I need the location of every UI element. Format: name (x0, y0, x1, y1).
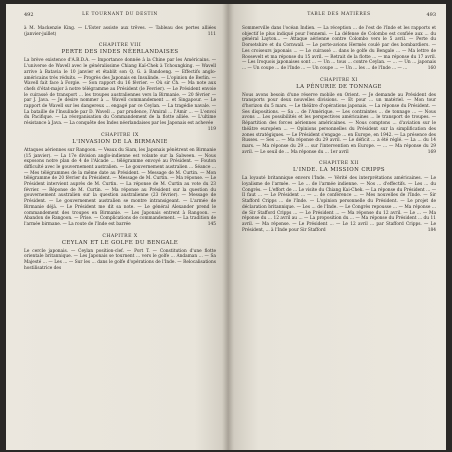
chapter-title: CEYLAN ET LE GOLFE DU BENGALE (61, 239, 179, 246)
toc-page-ref: 184 (427, 227, 436, 233)
chapter-title: L'INDE. LA MISSION CRIPPS (293, 167, 385, 174)
chapter-summary: La loyauté britannique envers l'Inde. — Vérité des interprétations américaines. — Le loyalisme de l'armée. — Le ... de l'armée indienne. — Nos ... d'effectifs. — Les ... du Congrès. — L'effort de ... Le visite du Chiang Kai-Chek. — La réponse du Président ... — Il faut ... — Le Président ... — ... de conférence ... — Mes nouvelles de l'Inde. — Sir Stafford Cripps ... de l'Inde. — L'opinion personnelle du Président. — Le projet de déclaration britannique. — Les ... de l'Inde. — Le Congrès repousse ... — Ma réponse ... de Sir Stafford Cripps ... — Le Président ... — Ma réponse du 12 avril. — Le ... — Ma réponse du ... 12 avril au ... — La proposition du ... — Ma réponse du Président ... du 11 avril. — Ma réponse. — Le Président ... — Le 12 avril ... par Stafford Cripps. — Le Président, ... à l'Inde pour Sir Stafford 184 (242, 176, 436, 233)
chapter-summary: Le cercle japonais. — Ceylan position-clef. — Port T. — Constitution d'une flotte orientale britannique. — Les Japonais se tournent ... vers le golfe ... Andaman ... — Sa Majesté ... — Les ... — Sur les ... dans le golfe d'opérations de l'Inde. — Relocalisations hostilisatrice des (24, 248, 216, 271)
chapter-title: PERTE DES INDES NÉERLANDAISES (61, 49, 179, 56)
left-page-number: 492 (24, 12, 34, 18)
toc-page-ref: 169 (427, 149, 436, 155)
left-running-title: LE TOURNANT DU DESTIN (82, 12, 158, 17)
toc-page-ref: 160 (427, 65, 436, 71)
chapter-title: L'INVASION DE LA BIRMANIE (72, 138, 168, 145)
toc-page-ref: 111 (207, 31, 216, 37)
chapter-label: CHAPITRE XII (319, 161, 359, 167)
book-gutter (222, 4, 234, 450)
toc-page-ref: 119 (207, 126, 216, 132)
toc-entry-continued: à M. Mackenzie King. — L'Ester assiste aux trêves. — Tableau des pertes alliées (janvier-juillet) 111 (24, 26, 216, 37)
chapter-title: LA PÉNURIE DE TONNAGE (296, 83, 382, 90)
right-page (228, 4, 446, 450)
toc-entry-continued: Sommerville dans l'océan Indien. — La réception ... de l'est de l'Inde et les rapports et objectif le plus indiqué pour l'ennemi. — La défense de Colombo est confiée aux ... du général Layton... — Attaque aérienne contre Colombo vers le 5 avril. — Perte du Dorsetshire et du Cornwall. — Le porte-avions Hermès coulé par des bombardiers. — Les croiseurs japonais ... — Le cuirassé ... dans le golfe du Bengale ... — Ma lettre de Roosevelt et ma réponse du 15 avril. — Retrait de la flotte ... — ma réponse du 17 avril. — Les Iroquois japonaises sont ... — Un ... tous ... contre Ceylan. — ... — Un ... japonais ... — Un coupe ... de l'Inde ... — Un coupe ... — Un ... les ... de l'Inde ... — ... 160 (242, 26, 436, 71)
left-running-head (24, 12, 216, 22)
chapter-summary: La brève existence d'A.B.D.A. — Importance donnée à la Chine par les Américains. — L'universe de Wavell avec le généralissime Chiang Kaï-Chek à Tchoungking. — Wavell arrive à Batavia le 10 janvier et établit son Q. G. à Bandoeng. — Effectifs anglo-américains très réduits. — Progrès des Japonais en Insulinde. — L'opinion de Berlin. — Wavell fait face à Forgie. — Son rapport du 16 février. — Où sir Ch. — Ma note aux chefs d'état-major à notre télégramme au Président (le Fevrier). — Le Président envoie le cuirassé de transport ... les troupes australiennes vers la Birmanie. — 20 février — par J. Java. — Je désire nommer à ... Wavell commandement ... et Singapour. — Le rapport de Wavell sur les dangereux ... engagé par ce Ceylan. — La tragédie navale. — La bataille de l'Insulinde par D. Wavell ... par prudence, l'Amiral ... l'Amir ... — L'envoi du Pacifique. — La réorganisation du Commandement de la flotte alliée. — L'ultime résistance à Java. — La conquête des Indes néerlandaises par les Japonais est achevée 119 (24, 58, 216, 132)
right-running-title: TABLE DES MATIÈRES (307, 12, 371, 17)
right-page-number: 493 (426, 12, 436, 18)
chapter-label: CHAPITRE VIII (98, 43, 142, 49)
chapter-label: CHAPITRE IX (101, 132, 139, 138)
chapter-label: CHAPITRE X (102, 233, 138, 239)
book-spread (6, 4, 446, 450)
chapter-label: CHAPITRE XI (320, 77, 358, 83)
left-page (6, 4, 228, 450)
toc-page-ref: 145 (207, 221, 216, 227)
chapter-summary: Nous avons besoin d'une réserve mobile en Orient. — Je demande au Président des transports pour deux nouvelles divisions. — Et pour ... un matériel. — Mon tour d'horizon du 5 mars. — Le théâtre d'opérations japonais. — La réponse du Président. — Ses dispositions. — Sa ... de l'Amérique. — Les contraintes ... de tonnage ... — Nous avons ... Les possibilités et les perspectives américaines ... le transport de troupes. — Répartition des forces aériennes américaines. — Nous comptons ... d'aviation sur le théâtre européen ... — Opinions personnelles du Président sur la simplification des zones stratégiques. — Le Président s'engage ... en Europe, en 1942. — La présence des Russes. — Ses ... — Ma réponse du 29 avril. — Le déficit ... a été réglé. — La ... du 14 mars. — Ma réponse du 29 ... sur l'intervention en Europe. — ... — Ma réponse du 29 avril. — Le seuil de ... Ma réponse du ... 1er avril 169 (242, 92, 436, 155)
right-running-head (242, 12, 436, 22)
chapter-summary: Attaques aériennes sur Rangoon. — Veaux du Siam, les Japonais pénètrent en Birmanie (15 janvier). — La 17e division anglo-indienne est volante sur la Salween. — Nous exposons notre plan de 4 de l'Alcade ... télégramme envoyé au Président. — Fouton difficulté avec le gouvernement australien. — Le gouvernement australien ... Séance ... — Mes télégrammes de la même date au Président. — Message de M. Curtin. — Mon télégramme de 20 février du Président. — Message de M. Curtin. — Ma réponse. — Le Président intervient auprès de M. Curtin. — La réponse de M. Curtin au vote du 23 février. — Réponse de M. Curtin. — Ma réponse au Président sur la question du gouvernement australien sur la question australienne (23 février). — Message de Président. — Le gouvernement australien se montre intransigeant. — L'armée de Birmanie déjà. — Le Président me dit sa note. — Le général Alexander prend le commandement des troupes en Birmanie. — Les Japonais entrent à Rangoon. — Abandon de Rangoon. — Prise. — Complications de commandement. — La tradition de l'armée birmane. — La route de l'Inde est barrée 145 (24, 147, 216, 227)
